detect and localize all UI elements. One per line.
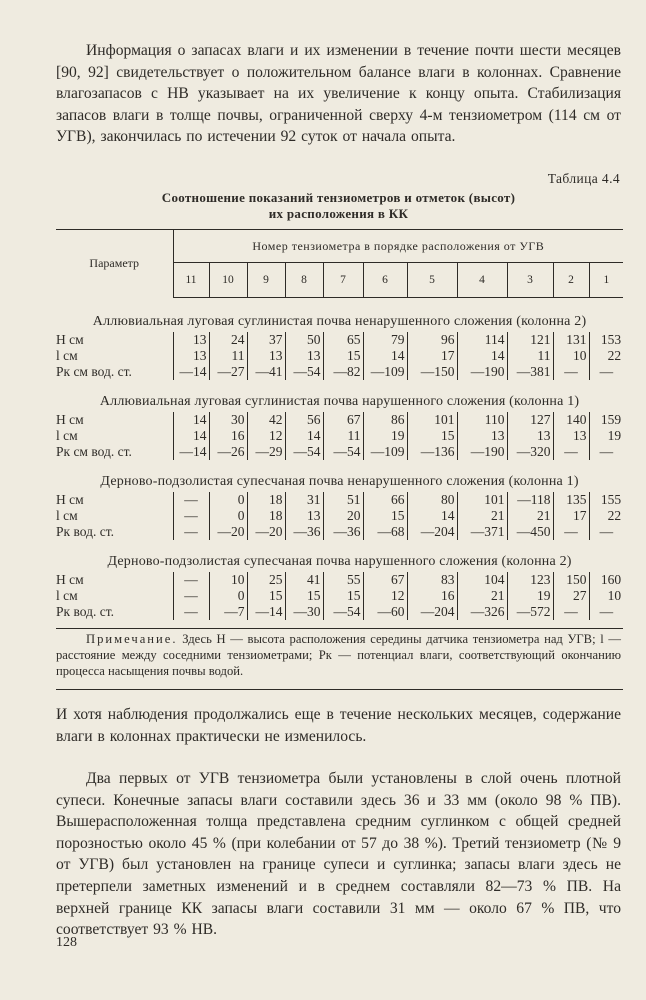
table-cell: —204 [407,524,457,540]
table-cell: 16 [209,428,247,444]
table-cell: —572 [507,604,553,620]
table-cell: 15 [323,588,363,604]
table-cell: —450 [507,524,553,540]
table-cell: 22 [589,348,623,364]
table-cell: —36 [285,524,323,540]
table-cell: 56 [285,412,323,428]
table-cell: 104 [457,572,507,588]
table-cell: 18 [247,508,285,524]
table-cell: — [173,508,209,524]
note-divider [56,689,623,690]
table-cell: 0 [209,588,247,604]
table-cell: 13 [173,332,209,348]
table-cell: 17 [407,348,457,364]
table-cell: 31 [285,492,323,508]
page-number: 128 [56,935,77,950]
note-label: Примечание. [86,632,178,646]
table-title-line-1: Соотношение показаний тензиометров и отметок (высот) [161,190,516,205]
table-cell: 41 [285,572,323,588]
row-label: l см [56,348,78,363]
row-label: H см [56,332,84,347]
table-cell: 66 [363,492,407,508]
tensiometer-table [56,229,623,629]
table-row [56,364,623,380]
table-cell: 19 [507,588,553,604]
table-cell: — [553,524,589,540]
section-title: Аллювиальная луговая суглинистая почва нарушенного сложения (колонна 1) [99,394,580,409]
table-cell: 15 [407,428,457,444]
table-cell: —54 [323,604,363,620]
table-cell: 86 [363,412,407,428]
table-cell: 0 [209,492,247,508]
table-cell: —7 [209,604,247,620]
paragraph-tensiometers: Два первых от УГВ тензиометра были установлены в слой очень плотной супеси. Конечные запасы влаги составили здесь 36 и 33 мм (около 98 % ПВ). Вышерасположенная толща представлена средним суглинком с общей средней порозностью около 45 % (при колебании от 57 до 38 %). Третий тензиометр (№ 9 от УГВ) был установлен на границе супеси и суглинка; запасы влаги здесь не претерпели заметных изменений и в среднем составляли 82—73 % ПВ. На верхней границе КК запасы влаги составили 31 мм — около 67 % ПВ, что соответствует 93 % НВ. [56,770,621,939]
table-note [56,631,621,679]
row-label: Pк см вод. ст. [56,364,132,379]
table-cell: —54 [323,444,363,460]
table-row [56,588,623,604]
table-cell: 159 [589,412,623,428]
column-number: 7 [323,263,363,298]
section-title: Дерново-подзолистая супесчаная почва нарушенного сложения (колонна 2) [107,554,572,569]
table-cell: 67 [323,412,363,428]
table-cell: — [173,524,209,540]
table-cell: 10 [209,572,247,588]
table-title [56,190,621,222]
table-cell: —190 [457,444,507,460]
table-cell: 30 [209,412,247,428]
table-cell: —29 [247,444,285,460]
table-cell: —54 [285,364,323,380]
table-cell: —14 [173,364,209,380]
column-number: 1 [589,263,623,298]
column-number: 8 [285,263,323,298]
table-cell: 11 [323,428,363,444]
column-number: 6 [363,263,407,298]
table-cell: 17 [553,508,589,524]
table-title-line-2: их расположения в КК [268,206,409,221]
column-number: 3 [507,263,553,298]
table-cell: —204 [407,604,457,620]
row-label: l см [56,508,78,523]
table-cell: —27 [209,364,247,380]
table-body [56,298,623,629]
table-cell: —320 [507,444,553,460]
table-cell: —82 [323,364,363,380]
table-cell: — [589,604,623,620]
table-cell: 25 [247,572,285,588]
table-cell: —190 [457,364,507,380]
table-cell: —150 [407,364,457,380]
table-cell: 27 [553,588,589,604]
table-cell: —136 [407,444,457,460]
table-cell: — [589,364,623,380]
row-label: Pк вод. ст. [56,604,114,619]
row-label: Pк вод. ст. [56,524,114,539]
table-cell: — [173,588,209,604]
table-row [56,412,623,428]
table-cell: 13 [553,428,589,444]
row-label: H см [56,572,84,587]
table-cell: 13 [285,508,323,524]
table-row [56,508,623,524]
table-cell: 10 [553,348,589,364]
table-cell: 13 [173,348,209,364]
table-cell: —118 [507,492,553,508]
table-cell: —14 [247,604,285,620]
table-cell: 21 [457,588,507,604]
table-cell: 13 [457,428,507,444]
table-cell: — [589,524,623,540]
table-cell: 123 [507,572,553,588]
paragraph-observation: И хотя наблюдения продолжались еще в течение нескольких месяцев, содержание влаги в колоннах практически не изменилось. [56,706,621,745]
table-cell: 131 [553,332,589,348]
table-cell: 21 [457,508,507,524]
table-cell: 15 [285,588,323,604]
row-label: H см [56,412,84,427]
table-cell: 19 [589,428,623,444]
table-cell: —20 [209,524,247,540]
table-cell: 12 [247,428,285,444]
table-label: Таблица 4.4 [547,171,620,186]
table-cell: —60 [363,604,407,620]
row-label: H см [56,492,84,507]
table-cell: 83 [407,572,457,588]
table-cell: 101 [407,412,457,428]
table-row [56,348,623,364]
section-title: Аллювиальная луговая суглинистая почва ненарушенного сложения (колонна 2) [92,314,587,329]
table-cell: 16 [407,588,457,604]
table-row [56,572,623,588]
table-cell: 140 [553,412,589,428]
table-cell: 42 [247,412,285,428]
table-cell: —109 [363,364,407,380]
table-cell: 79 [363,332,407,348]
table-cell: —36 [323,524,363,540]
table-cell: 135 [553,492,589,508]
param-header: Параметр [56,230,173,298]
table-cell: — [553,364,589,380]
table-cell: 14 [173,412,209,428]
table-cell: 12 [363,588,407,604]
table-cell: 11 [209,348,247,364]
table-cell: 110 [457,412,507,428]
section-title: Дерново-подзолистая супесчаная почва ненарушенного сложения (колонна 1) [100,474,579,489]
table-cell: 153 [589,332,623,348]
table-cell: —26 [209,444,247,460]
table-cell: 14 [363,348,407,364]
table-cell: — [173,492,209,508]
table-cell: 10 [589,588,623,604]
table-cell: 15 [323,348,363,364]
column-number: 2 [553,263,589,298]
table-cell: —68 [363,524,407,540]
table-row [56,332,623,348]
table-cell: — [589,444,623,460]
table-cell: 155 [589,492,623,508]
column-number: 10 [209,263,247,298]
row-label: Pк см вод. ст. [56,444,132,459]
table-cell: —30 [285,604,323,620]
table-cell: —14 [173,444,209,460]
row-label: l см [56,428,78,443]
table-row [56,604,623,620]
table-cell: 11 [507,348,553,364]
table-row [56,428,623,444]
column-number: 9 [247,263,285,298]
table-cell: — [553,604,589,620]
table-cell: 101 [457,492,507,508]
table-cell: 50 [285,332,323,348]
table-cell: 20 [323,508,363,524]
table-cell: 150 [553,572,589,588]
table-cell: 21 [507,508,553,524]
table-cell: 0 [209,508,247,524]
table-cell: 127 [507,412,553,428]
table-cell: 65 [323,332,363,348]
table-cell: 37 [247,332,285,348]
table-cell: —326 [457,604,507,620]
table-cell: — [173,572,209,588]
table-cell: 13 [247,348,285,364]
table-cell: 121 [507,332,553,348]
tensiometer-number-header: Номер тензиометра в порядке расположения от УГВ [173,230,623,263]
paragraph-intro: Информация о запасах влаги и их изменении в течение почти шести месяцев [90, 92] свидетельствует о положительном балансе влаги в колоннах. Сравнение влагозапасов с НВ указывает на их увеличение к концу опыта. Стабилизация запасов влаги в толще почвы, ограниченной сверху 4-м тензиометром (114 см от УГВ), закончилась по истечении 92 суток от начала опыта. [56,42,621,146]
column-number: 5 [407,263,457,298]
table-cell: 55 [323,572,363,588]
table-cell: — [553,444,589,460]
table-cell: 80 [407,492,457,508]
column-number: 4 [457,263,507,298]
table-cell: 14 [285,428,323,444]
table-cell: 22 [589,508,623,524]
table-cell: —54 [285,444,323,460]
table-cell: 67 [363,572,407,588]
table-cell: 14 [173,428,209,444]
table-cell: 15 [247,588,285,604]
table-cell: 15 [363,508,407,524]
table-cell: —109 [363,444,407,460]
table-row [56,444,623,460]
table-cell: 51 [323,492,363,508]
table-cell: —381 [507,364,553,380]
table-cell: 24 [209,332,247,348]
table-cell: —371 [457,524,507,540]
table-row [56,492,623,508]
table-cell: 96 [407,332,457,348]
table-cell: 13 [507,428,553,444]
table-cell: — [173,604,209,620]
row-label: l см [56,588,78,603]
table-row [56,524,623,540]
table-cell: 114 [457,332,507,348]
column-number: 11 [173,263,209,298]
table-cell: —20 [247,524,285,540]
table-cell: —41 [247,364,285,380]
table-cell: 14 [407,508,457,524]
table-cell: 14 [457,348,507,364]
table-cell: 19 [363,428,407,444]
table-cell: 13 [285,348,323,364]
table-cell: 160 [589,572,623,588]
table-cell: 18 [247,492,285,508]
note-text: Здесь H — высота расположения середины датчика тензиометра над УГВ; l — расстояние между соседними тензиометрами; Pк — потенциал влаги, соответствующий окончанию процесса насыщения почвы водой. [56,632,621,678]
